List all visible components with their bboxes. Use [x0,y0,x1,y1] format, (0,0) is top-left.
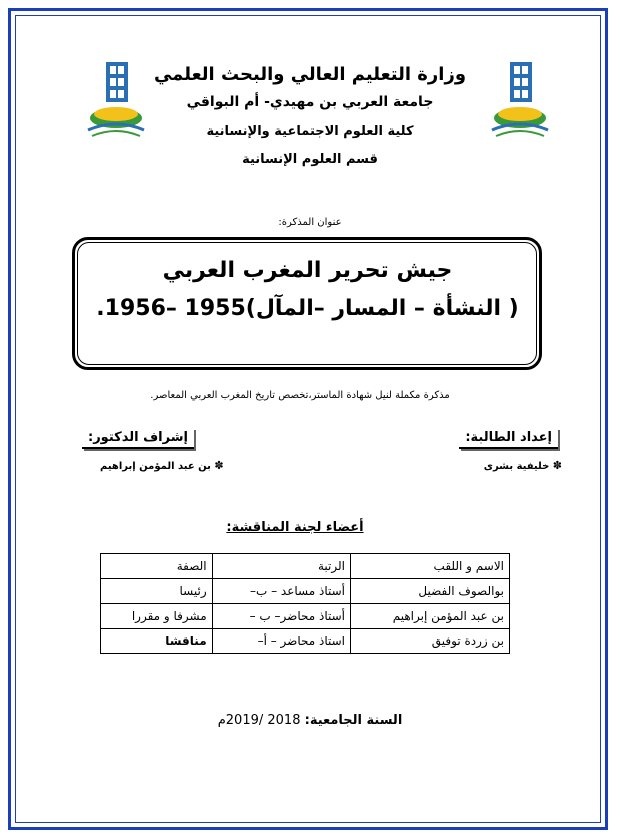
memo-title-label: عنوان المذكرة: [278,217,342,228]
cell-role: مشرفا و مقررا [101,604,213,629]
cell-name: بن عبد المؤمن إبراهيم [351,604,510,629]
degree-note: مذكرة مكملة لنيل شهادة الماستر،تخصص تاريخ المغرب العربي المعاصر. [150,390,450,401]
student-name: خليفية بشرى [483,461,550,472]
table-header-row [101,554,510,579]
header-cell-rank: الرتبة [212,554,350,579]
cell-role: رئيسا [101,579,213,604]
department-name: قسم العلوم الإنسانية [242,152,378,167]
supervisor-label: إشراف الدكتور: [82,428,194,449]
header-cell-role: الصفة [101,554,213,579]
table-row [101,629,510,654]
table-row [101,604,510,629]
committee-table [100,553,510,654]
cell-rank: أستاذ مساعد – ب– [212,579,350,604]
university-name: جامعة العربي بن مهيدي- أم البواقي [186,94,434,110]
table-row [101,579,510,604]
academic-year [150,713,470,728]
student-label: إعداد الطالبة: [459,428,558,449]
supervisor-name: بن عبد المؤمن إبراهيم [100,461,211,472]
header-cell-name: الاسم و اللقب [351,554,510,579]
cell-rank: استاذ محاضر – أ– [212,629,350,654]
star-bullet-icon: ✽ [214,459,224,472]
thesis-title-line2: ( النشأة – المسار –المآل)1955 –1956. [96,296,519,321]
academic-year-value: 2018 /2019م [217,713,301,728]
ministry-name: وزارة التعليم العالي والبحث العلمي [153,64,467,85]
student-entry [484,459,562,472]
supervisor-entry [100,459,224,472]
cell-rank: أستاذ محاضر– ب – [212,604,350,629]
cell-name: بوالصوف الفضيل [351,579,510,604]
university-logo-right [486,60,554,140]
thesis-title-line1: جيش تحرير المغرب العربي [162,258,453,283]
star-bullet-icon: ✽ [552,459,562,472]
academic-year-label: السنة الجامعية: [304,713,403,728]
faculty-name: كلية العلوم الاجتماعية والإنسانية [206,124,414,139]
committee-heading: أعضاء لجنة المناقشة: [226,520,364,535]
cell-role: مناقشا [101,629,213,654]
cell-name: بن زردة توفيق [351,629,510,654]
